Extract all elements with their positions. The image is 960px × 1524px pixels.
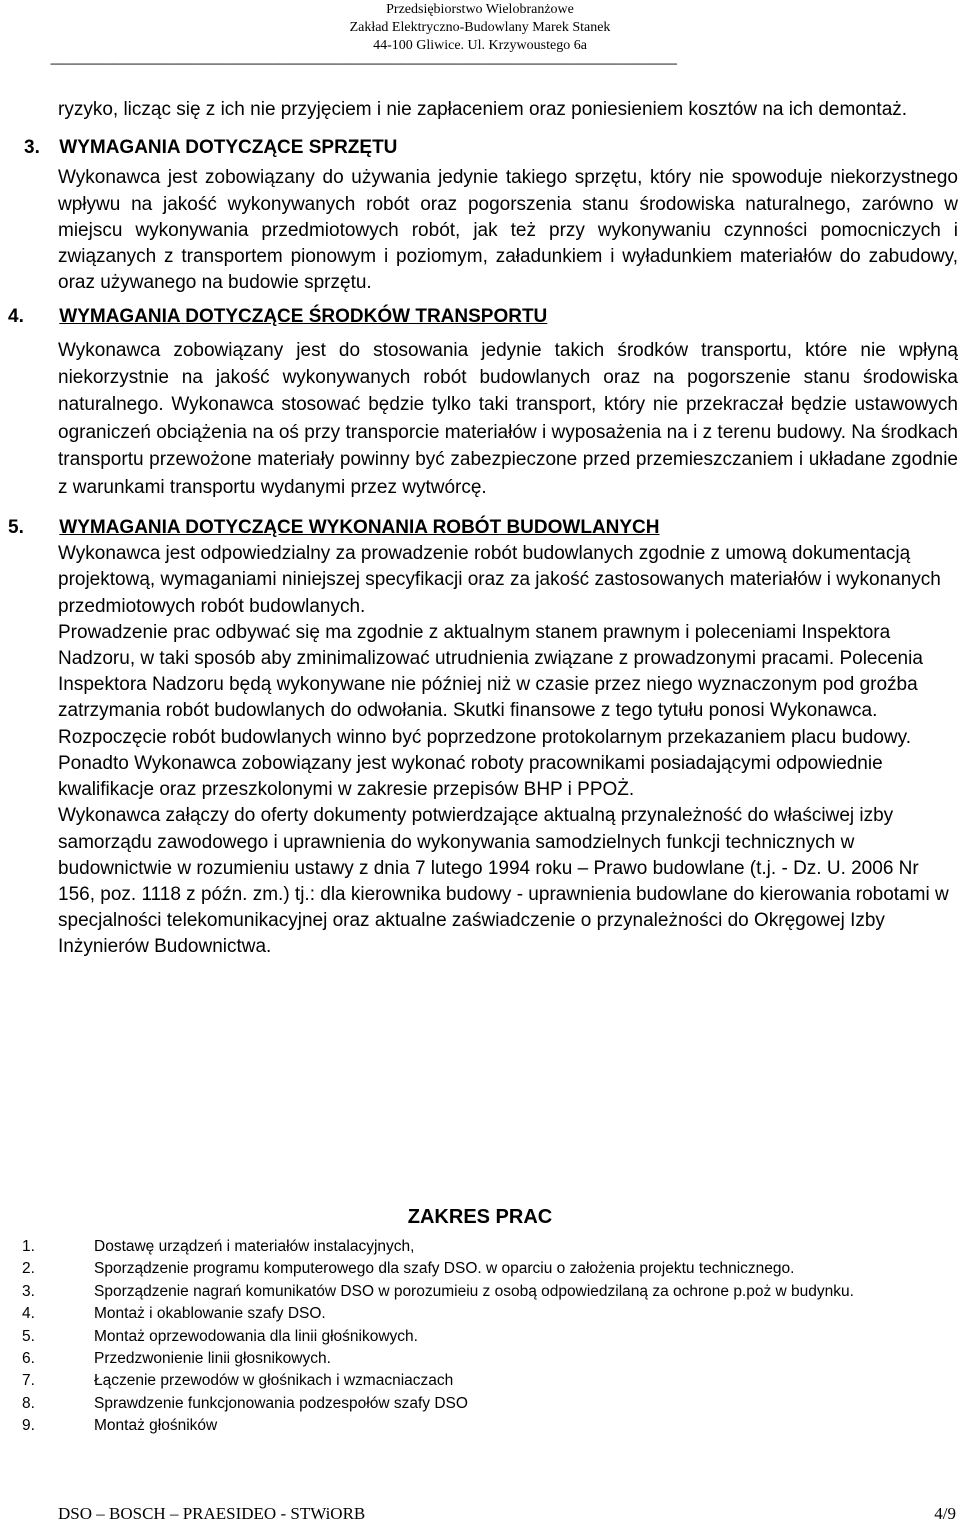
section-title: WYMAGANIA DOTYCZĄCE SPRZĘTU bbox=[59, 137, 398, 159]
section-5-paragraph-1: Wykonawca jest odpowiedzialny za prowadzenie robót budowlanych zgodnie z umową dokumentacją projektową, wymaganiami niniejszej specyfikacji oraz za jakość zastosowanych materiałów i wykonanych przedmiotowych robót budowlanych. bbox=[58, 543, 941, 617]
scope-list bbox=[0, 1236, 960, 1438]
list-item: 8. Sprawdzenie funkcjonowania podzespołów szafy DSO bbox=[22, 1394, 468, 1412]
section-title: WYMAGANIA DOTYCZĄCE ŚRODKÓW TRANSPORTU bbox=[59, 306, 548, 328]
list-item: 7. Łączenie przewodów w głośnikach i wzmacniaczach bbox=[22, 1372, 454, 1390]
section-4-heading bbox=[8, 304, 958, 330]
list-item: 5. Montaż oprzewodowania dla linii głośnikowych. bbox=[22, 1327, 418, 1345]
section-title: WYMAGANIA DOTYCZĄCE WYKONANIA ROBÓT BUDOWLANYCH bbox=[59, 517, 660, 539]
intro-paragraph: ryzyko, licząc się z ich nie przyjęciem i nie zapłaceniem oraz poniesieniem kosztów na ich demontaż. bbox=[58, 99, 908, 120]
document-body bbox=[8, 97, 958, 961]
section-5-paragraph-2: Prowadzenie prac odbywać się ma zgodnie z aktualnym stanem prawnym i poleceniami Inspektora Nadzoru, w taki sposób aby zminimalizować utrudnienia związane z prowadzonymi pracami. Polecenia Inspektora Nadzoru będą wykonywane nie później niż w czasie przez niego wyznaczonym pod groźba zatrzymania robót budowlanych do odwołania. Skutki finansowe z tego tytułu ponosi Wykonawca. Rozpoczęcie robót budowlanych winno być poprzedzone protokolarnym przekazaniem placu budowy. Ponadto Wykonawca zobowiązany jest wykonać roboty pracownikami posiadającymi odpowiednie kwalifikacje oraz przeszkolonymi w zakresie przepisów BHP i PPOŻ. bbox=[58, 621, 923, 801]
list-item: 9. Montaż głośników bbox=[22, 1417, 218, 1435]
list-item: 2. Sporządzenie programu komputerowego dla szafy DSO. w oparciu o założenia projektu technicznego. bbox=[22, 1260, 795, 1278]
list-item: 6. Przedzwonienie linii głosnikowych. bbox=[22, 1350, 331, 1368]
company-division: Zakład Elektryczno-Budowlany Marek Stanek bbox=[349, 20, 611, 35]
company-address: 44-100 Gliwice. Ul. Krzywoustego 6a bbox=[373, 38, 587, 53]
section-3-heading bbox=[24, 135, 958, 161]
company-name: Przedsiębiorstwo Wielobranżowe bbox=[386, 2, 574, 17]
header-separator: -------------------------------------------------------------------------------------------------------------------------------------------------------------------------------------------------------------------------------- bbox=[50, 58, 677, 68]
letterhead bbox=[0, 0, 960, 55]
section-number: 3. bbox=[24, 137, 40, 159]
section-5-heading bbox=[8, 515, 958, 541]
section-5-paragraph-3: Wykonawca załączy do oferty dokumenty potwierdzające aktualną przynależność do właściwej izby samorządu zawodowego i uprawnienia do wykonywania samodzielnych funkcji technicznych w budownictwie w rozumieniu ustawy z dnia 7 lutego 1994 roku – Prawo budowlane (t.j. - Dz. U. 2006 Nr 156, poz. 1118 z późn. zm.) tj.: dla kierownika budowy - uprawnienia budowlane do kierowania robotami w specjalności telekomunikacyjnej oraz aktualne zaświadczenie o przynależności do Okręgowej Izby Inżynierów Budownictwa. bbox=[58, 805, 949, 958]
footer-document-title: DSO – BOSCH – PRAESIDEO - STWiORB bbox=[58, 1504, 366, 1523]
scope-title: ZAKRES PRAC bbox=[407, 1206, 553, 1228]
section-number: 4. bbox=[8, 306, 24, 328]
section-3-paragraph: Wykonawca jest zobowiązany do używania jedynie takiego sprzętu, który nie spowoduje niekorzystnego wpływu na jakość wykonywanych robót oraz pogorszenia stanu środowiska naturalnego, zarówno w miejscu wykonywania przedmiotowych robót, jak też przy wykonywaniu czynności pomocniczych i związanych z transportem pionowym i poziomym, załadunkiem i wyładunkiem materiałów do zabudowy, oraz używanego na budowie sprzętu. bbox=[58, 167, 958, 294]
list-item: 1. Dostawę urządzeń i materiałów instalacyjnych, bbox=[22, 1238, 415, 1255]
list-item: 3. Sporządzenie nagrań komunikatów DSO w porozumieiu z osobą odpowiedzilaną za ochrone p.poż w budynku. bbox=[22, 1282, 854, 1300]
page-footer bbox=[58, 1504, 958, 1524]
section-4-paragraph: Wykonawca zobowiązany jest do stosowania jedynie takich środków transportu, które nie wpłyną niekorzystnie na jakość wykonywanych robót budowlanych oraz na pogorszenie stanu środowiska naturalnego. Wykonawca stosować będzie tylko taki transport, który nie przekraczał będzie ustawowych ograniczeń obciążenia na oś przy transporcie materiałów i wyposażenia na i z terenu budowy. Na środkach transportu przewożone materiały powinny być zabezpieczone przed przemieszczaniem i układane zgodnie z warunkami transportu wydanymi przez wytwórcę. bbox=[58, 339, 958, 498]
list-item: 4. Montaż i okablowanie szafy DSO. bbox=[22, 1305, 326, 1323]
section-number: 5. bbox=[8, 517, 24, 539]
page-number: 4/9 bbox=[934, 1504, 956, 1523]
